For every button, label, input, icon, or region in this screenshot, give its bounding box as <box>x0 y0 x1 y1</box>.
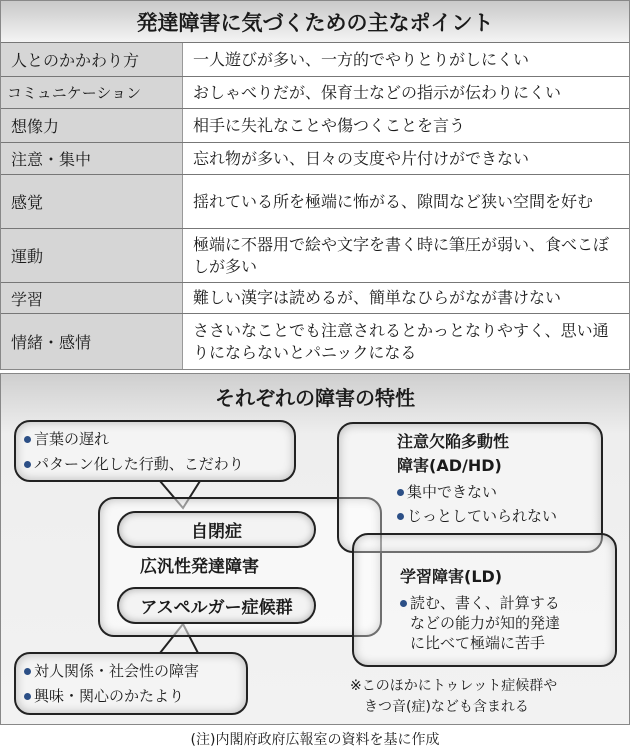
trait: に比べて極端に苦手 <box>410 634 546 652</box>
asperger-traits-bubble <box>14 652 248 715</box>
row-key: 想像力 <box>1 109 183 142</box>
pdd-label: 広汎性発達障害 <box>140 557 259 577</box>
row-key: 人とのかかわり方 <box>1 43 183 76</box>
asperger-pill: アスペルガー症候群 <box>117 587 316 624</box>
trait: 対人関係・社会性の障害 <box>34 662 200 680</box>
bullet-icon <box>397 489 404 496</box>
trait: パターン化した行動、こだわり <box>34 455 244 473</box>
row-key: 注意・集中 <box>1 143 183 174</box>
row-value: 一人遊びが多い、一方的でやりとりがしにくい <box>193 49 530 69</box>
adhd-title: 障害(AD/HD) <box>397 456 502 475</box>
bullet-icon <box>397 513 404 520</box>
trait: 言葉の遅れ <box>34 430 110 448</box>
row-key: 学習 <box>1 283 183 313</box>
trait: 読む、書く、計算する <box>410 594 560 612</box>
adhd-title: 注意欠陥多動性 <box>397 432 510 451</box>
trait: じっとしていられない <box>407 507 558 525</box>
bullet-icon <box>400 600 407 607</box>
trait: 集中できない <box>407 483 498 501</box>
trait: 興味・関心のかたより <box>34 687 185 705</box>
bullet-icon <box>24 436 31 443</box>
row-value: 揺れている所を極端に怖がる、隙間など狭い空間を好む <box>193 191 594 211</box>
note-line: ※このほかにトゥレット症候群や <box>350 678 558 694</box>
autism-pill: 自閉症 <box>117 511 316 548</box>
row-value: 忘れ物が多い、日々の支度や片付けができない <box>193 148 530 168</box>
note <box>350 676 557 718</box>
bullet-icon <box>24 693 31 700</box>
row-value: 極端に不器用で絵や文字を書く時に筆圧が弱い、食べこぼしが多い <box>193 234 610 276</box>
autism-traits-bubble <box>14 420 296 482</box>
source-footer: (注)内閣府政府広報室の資料を基に作成 <box>190 732 440 748</box>
row-key: 運動 <box>1 229 183 282</box>
row-value: おしゃべりだが、保育士などの指示が伝わりにくい <box>193 82 562 102</box>
ld-box <box>352 533 617 667</box>
row-key: 感覚 <box>1 175 183 228</box>
bullet-icon <box>24 461 31 468</box>
diagram-title: それぞれの障害の特性 <box>215 386 415 410</box>
row-value: ささいなことでも注意されるとかっとなりやすく、思い通りにならないとパニックになる <box>193 320 609 362</box>
table-title: 発達障害に気づくための主なポイント <box>1 1 629 43</box>
ld-title: 学習障害(LD) <box>400 567 503 586</box>
row-value: 相手に失礼なことや傷つくことを言う <box>193 115 466 135</box>
bullet-icon <box>24 668 31 675</box>
row-key: コミュニケーション <box>1 77 183 108</box>
row-key: 情緒・感情 <box>1 314 183 369</box>
trait: などの能力が知的発達 <box>410 614 561 632</box>
note-line: きつ音(症)なども含まれる <box>364 699 529 715</box>
row-value: 難しい漢字は読めるが、簡単なひらがなが書けない <box>193 288 562 307</box>
